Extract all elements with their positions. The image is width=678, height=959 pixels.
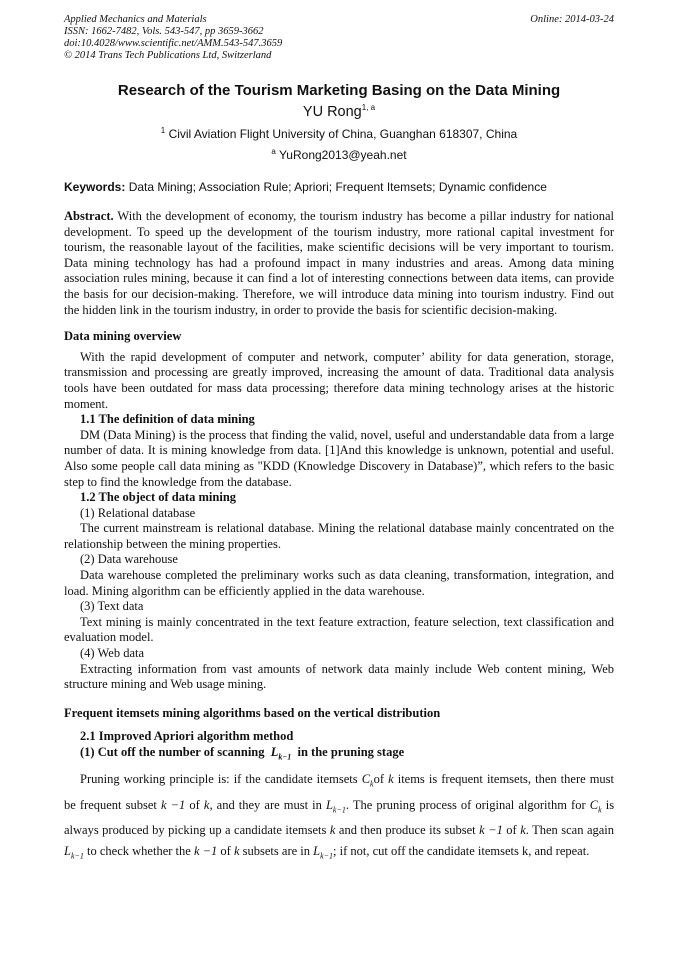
section1-intro: With the rapid development of computer and network, computer’ ability for data generation, storage, transmission and processing are greatly improved, increasing the amount of data. Traditional data analysis tools have been outdated for mass data processing; therefore data mining technology arises at the historic moment.	[64, 349, 614, 411]
para-seg: ; if not, cut off the candidate itemsets k, and repeat.	[333, 844, 590, 859]
issn-line: ISSN: 1662-7482, Vols. 543-547, pp 3659-3662	[64, 26, 264, 37]
para-seg: of	[220, 844, 231, 859]
math-k-minus-1: k −1	[479, 823, 503, 838]
paper-page	[64, 14, 614, 867]
author-email	[64, 148, 614, 163]
doi-line[interactable]: doi:10.4028/www.scientific.net/AMM.543-547.3659	[64, 38, 283, 49]
para-seg: of	[506, 823, 517, 838]
item-label-web: (4) Web data	[80, 646, 145, 661]
abstract	[64, 209, 614, 318]
para-seg: subsets are in	[242, 844, 311, 859]
para-seg: of	[189, 797, 200, 812]
item-text-relational: The current mainstream is relational database. Mining the relational database mainly concentrated on the relationship between the mining properties.	[64, 521, 614, 551]
math-k: k	[203, 797, 210, 812]
author-line	[64, 103, 614, 121]
author-marks: 1, a	[361, 103, 376, 113]
item-text-warehouse: Data warehouse completed the preliminary works such as data cleaning, transformation, integration, and load. Mining algorithm can be efficiently applied in the data warehouse.	[64, 568, 614, 598]
subsection-heading-1-2: 1.2 The object of data mining	[80, 490, 237, 505]
math-k: k	[520, 823, 526, 838]
math-C-k: $C_k$	[589, 797, 602, 815]
subsection-heading-1-1: 1.1 The definition of data mining	[80, 412, 255, 427]
math-k-minus-1: k −1	[160, 797, 186, 812]
item-text-web: Extracting information from vast amounts of network data mainly include Web content mining, Web structure mining and Web usage mining.	[64, 661, 614, 692]
affiliation	[64, 127, 614, 142]
subsection-heading-2-1: 2.1 Improved Apriori algorithm method	[80, 729, 294, 744]
journal-name: Applied Mechanics and Materials	[64, 14, 207, 25]
subsection-2-1-subheading	[64, 745, 614, 765]
para-seg: Pruning working principle is: if the candidate itemsets	[80, 772, 358, 787]
para-seg: of	[373, 772, 385, 787]
email-text[interactable]: YuRong2013@yeah.net	[278, 148, 407, 162]
affiliation-text: Civil Aviation Flight University of China, Guanghan 618307, China	[168, 127, 518, 141]
subsection-1-1-text: DM (Data Mining) is the process that finding the valid, novel, useful and understandable data from a large number of data. It is mining knowledge from data. [1]And this knowledge is unknown, potential and useful. Also some people call data mining as "KDD (Knowledge Discovery in Database)”, which refers to the basic step to find the knowledge from the database.	[64, 427, 614, 489]
keywords-text: Data Mining; Association Rule; Apriori; Frequent Itemsets; Dynamic confidence	[128, 180, 547, 194]
author-name: YU Rong	[302, 104, 362, 120]
math-k: k	[233, 844, 240, 859]
abstract-text: With the development of economy, the tourism industry has become a pillar industry for national development. To speed up the development of the tourism industry, more rational capital investment for tourism, the reasonable layout of the facilities, make scientific decisions will be very important to tourism. Data mining technology has had a profound impact in many industries and areas. Among data mining association rules mining, because it can find a lot of interesting connections between data items, can provide the basis for our decision-making. Therefore, we will introduce data mining into tourism industry. Find out the hidden link in the tourism industry, in order to provide the basis for scientific decision-making.	[64, 209, 614, 317]
keywords	[64, 180, 614, 195]
para-seg: , and they are must in	[209, 797, 322, 812]
online-date: Online: 2014-03-24	[530, 14, 614, 25]
affiliation-mark: 1	[160, 126, 166, 135]
para-seg: items is frequent itemsets, then there must be frequent subset	[64, 772, 615, 812]
math-k-minus-1: k −1	[193, 844, 218, 859]
math-k: k	[329, 823, 336, 838]
abstract-label: Abstract.	[64, 209, 114, 223]
email-mark: a	[271, 147, 276, 156]
item-label-relational: (1) Relational database	[80, 505, 196, 520]
math-L-k-1: $L_{k-1}$	[270, 745, 292, 762]
subheading-suffix: in the pruning stage	[297, 745, 405, 759]
copyright-line: © 2014 Trans Tech Publications Ltd, Switzerland	[64, 50, 272, 61]
section-heading-1: Data mining overview	[64, 329, 182, 344]
journal-header	[64, 14, 614, 62]
math-L-k-1: $L_{k-1}$	[313, 844, 334, 861]
math-k: k	[388, 772, 394, 787]
pruning-paragraph	[64, 769, 614, 867]
paper-title: Research of the Tourism Marketing Basing on the Data Mining	[117, 82, 561, 99]
math-L-k-1: $L_{k-1}$	[64, 844, 84, 861]
keywords-label: Keywords:	[64, 180, 126, 194]
item-text-text: Text mining is mainly concentrated in the text feature extraction, feature selection, text classification and evaluation model.	[64, 614, 614, 645]
para-seg: and then produce its subset	[338, 823, 476, 838]
section-heading-2: Frequent itemsets mining algorithms based on the vertical distribution	[64, 705, 441, 720]
para-seg: . The pruning process of original algorithm for	[345, 797, 586, 812]
para-seg: is always produced by picking up a candidate itemsets	[64, 797, 615, 838]
item-label-warehouse: (2) Data warehouse	[80, 552, 178, 567]
para-seg: to check whether the	[87, 844, 191, 859]
para-seg: . Then scan again	[525, 823, 615, 838]
item-label-text: (3) Text data	[80, 599, 144, 614]
math-L-k-1: $L_{k-1}$	[325, 797, 346, 815]
math-C-k: $C_k$	[361, 772, 374, 789]
subheading-prefix: (1) Cut off the number of scanning	[80, 745, 265, 759]
